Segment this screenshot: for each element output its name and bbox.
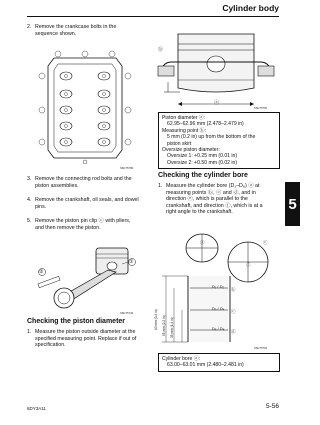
bore-label-d1-d2: D₁ / D₂ xyxy=(212,284,225,289)
step-2-text: Remove the crankcase bolts in the sequence shown. xyxy=(35,24,117,37)
bore-label-d: ⓓ xyxy=(231,329,236,334)
section-tab: 5 xyxy=(285,182,300,226)
header-rule xyxy=(27,16,279,17)
piston-connecting-rod-figure xyxy=(36,240,140,310)
piston-step-1-text: Measure the piston outside diameter at the specified measuring point. Replace if out of specification. xyxy=(35,329,137,349)
spec-line-5: piston skirt xyxy=(167,140,192,147)
piston-fig-label-b: ⓑ xyxy=(158,47,164,53)
spec-line-8: Oversize 2: +0.50 mm (0.02 in) xyxy=(167,159,238,166)
bore-dim-10mm: 10 mm (0.4 in) xyxy=(154,309,158,330)
heading-piston-diameter: Checking the piston diameter xyxy=(27,318,126,325)
bore-step-1 xyxy=(158,183,274,216)
spec-line-4: 5 mm (0.2 in) up from the bottom of the xyxy=(167,134,256,141)
spec-line-7: Oversize 1: +0.25 mm (0.01 in) xyxy=(167,153,238,160)
step-3-number: 3. xyxy=(27,176,32,182)
bore-label-c: ⓒ xyxy=(231,309,236,314)
fig2-label-1: ① xyxy=(129,259,134,265)
spec-line-1: Piston diameter ⓐ: xyxy=(162,115,206,121)
step-4 xyxy=(27,197,139,210)
bore-dim-35mm: 35 mm (1.4 in) xyxy=(170,317,174,338)
heading-cylinder-bore: Checking the cylinder bore xyxy=(158,172,248,179)
bore-label-f: ⓕ xyxy=(246,262,251,267)
bore-spec-line-1: Cylinder bore ⓐ: xyxy=(162,356,201,362)
piston-measurement-figure xyxy=(156,22,276,108)
figure-4-code: S6D75760 xyxy=(254,346,268,350)
piston-fig-label-a: ⓐ xyxy=(214,100,220,106)
step-4-text: Remove the crankshaft, oil seals, and dowel pins. xyxy=(35,197,139,210)
spec-line-2: 62.95–62.96 mm (2.478–2.479 in) xyxy=(167,121,244,128)
step-2-number: 2. xyxy=(27,24,32,30)
step-2 xyxy=(27,24,139,37)
step-5 xyxy=(27,218,139,231)
step-3-text: Remove the connecting rod bolts and the piston assemblies. xyxy=(35,176,132,189)
figure-1-code: S6D75780 xyxy=(120,166,134,170)
piston-spec-box xyxy=(158,112,280,169)
bore-step-1-number: 1. xyxy=(158,183,163,189)
step-4-number: 4. xyxy=(27,197,32,203)
bore-spec-box xyxy=(158,353,280,372)
piston-step-1 xyxy=(27,329,139,349)
fig2-label-2: ② xyxy=(39,269,44,275)
bore-spec-line-2: 63.00–63.01 mm (2.480–2.481 in) xyxy=(167,362,244,369)
figure-2-code: S6D75740 xyxy=(120,311,134,315)
bore-step-1-text: Measure the cylinder bore (D₁–D₆) ⓐ at measuring points ⓑ, ⓒ and ⓓ, and in direction ⓔ, which is parallel to the crankshaft, and direction ⓕ, which is at a right angle to the crankshaft. xyxy=(166,183,263,216)
bore-label-d5-d6: D₅ / D₆ xyxy=(212,326,225,331)
bore-label-a: ⓐ xyxy=(200,240,205,245)
bore-dim-55mm: 55 mm (2.2 in) xyxy=(162,315,166,336)
spec-line-6: Oversize piston diameter: xyxy=(162,147,220,154)
bore-label-e: ⓔ xyxy=(263,240,268,245)
page-header-title: Cylinder body xyxy=(222,3,279,13)
bore-label-d3-d4: D₃ / D₄ xyxy=(212,306,225,311)
piston-step-1-number: 1. xyxy=(27,329,32,335)
step-5-text: Remove the piston pin clip ⓒ with pliers, and then remove the piston. xyxy=(35,218,131,231)
figure-3-code: S6D75750 xyxy=(254,106,268,110)
step-3 xyxy=(27,176,139,189)
page-number: 5-56 xyxy=(265,403,279,410)
bore-label-b: ⓑ xyxy=(231,287,236,292)
footer-code: 6DY3A11 xyxy=(27,406,46,411)
spec-line-3: Measuring point ⓑ: xyxy=(162,127,207,134)
step-5-number: 5. xyxy=(27,218,32,224)
crankcase-bolt-sequence-figure xyxy=(36,50,134,164)
